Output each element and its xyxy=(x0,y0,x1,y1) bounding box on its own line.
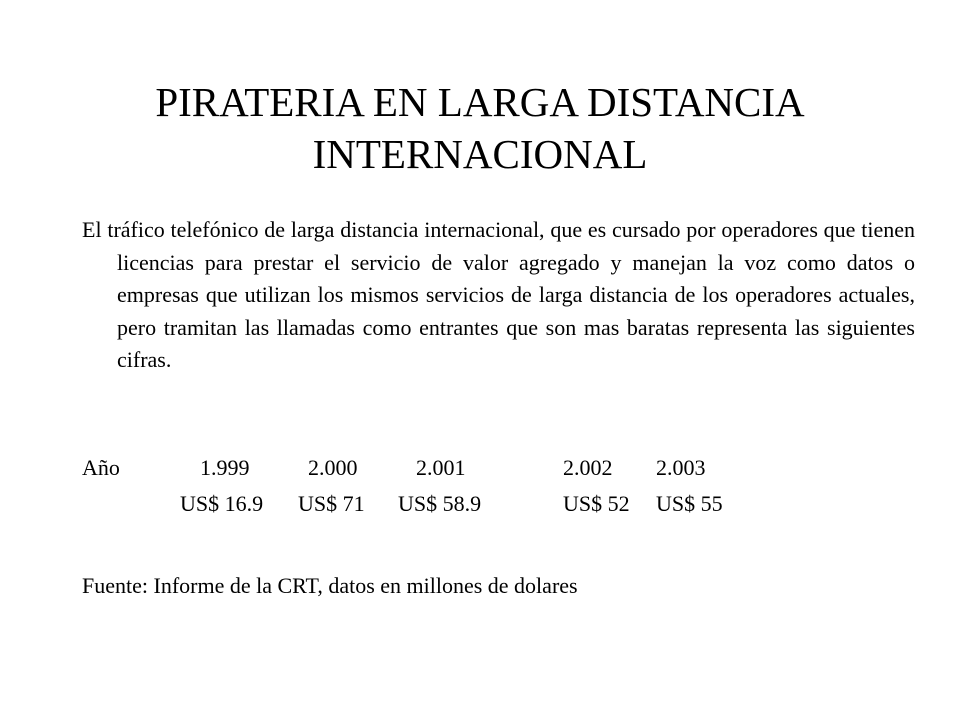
year-1999: 1.999 xyxy=(200,455,250,480)
value-2000: US$ 71 xyxy=(298,491,365,516)
slide-title-line-1: PIRATERIA EN LARGA DISTANCIA xyxy=(155,79,805,125)
slide-title xyxy=(60,76,900,180)
value-2001: US$ 58.9 xyxy=(398,491,482,516)
year-2001: 2.001 xyxy=(416,455,466,480)
year-2003: 2.003 xyxy=(656,455,706,480)
year-label: Año xyxy=(82,455,120,480)
year-2000: 2.000 xyxy=(308,455,358,480)
value-2003: US$ 55 xyxy=(656,491,723,516)
year-2002: 2.002 xyxy=(563,455,613,480)
source-note: Fuente: Informe de la CRT, datos en millones de dolares xyxy=(82,573,578,598)
value-1999: US$ 16.9 xyxy=(180,491,264,516)
body-paragraph: El tráfico telefónico de larga distancia internacional, que es cursado por operadores que tienen licencias para prestar el servicio de valor agregado y manejan la voz como datos o empresas que utilizan los mismos servicios de larga distancia de los operadores actuales, pero tramitan las llamadas como entrantes que son mas baratas representa las siguientes cifras. xyxy=(82,217,915,372)
slide-title-line-2: INTERNACIONAL xyxy=(312,131,648,177)
value-2002: US$ 52 xyxy=(563,491,630,516)
